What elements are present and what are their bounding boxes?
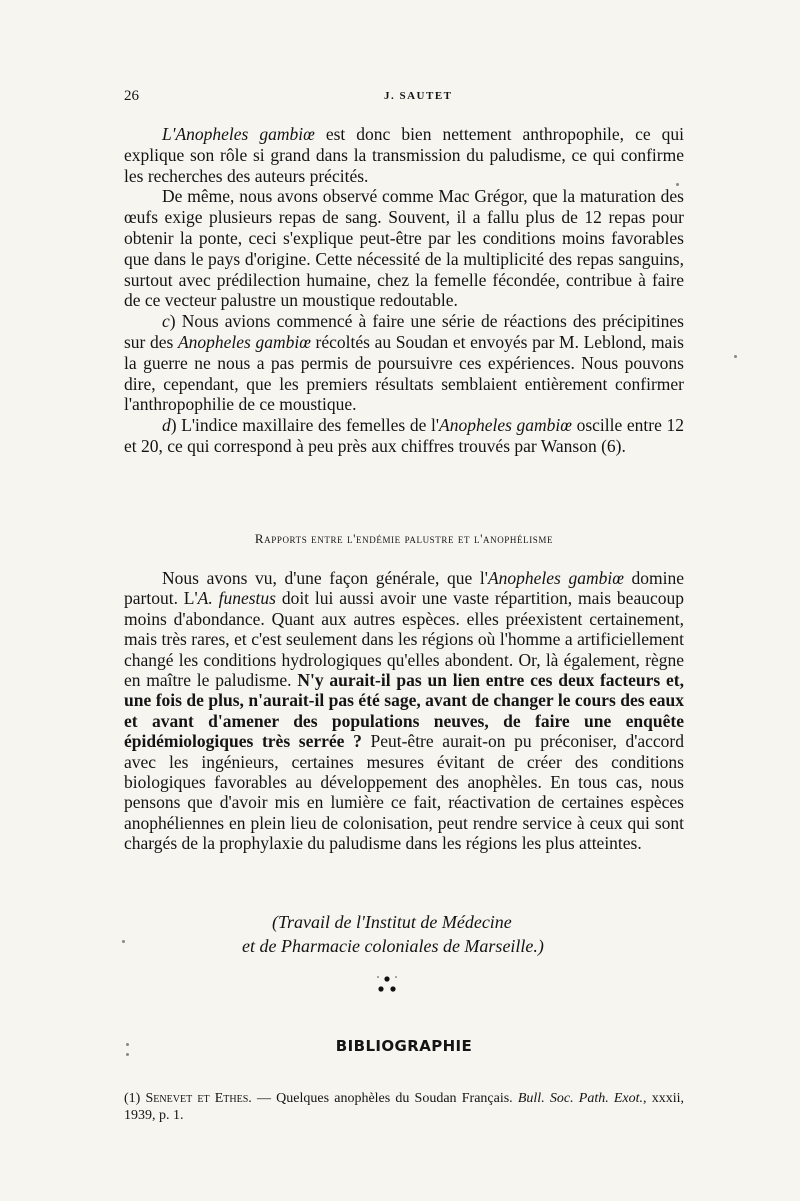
text-run: est donc bien nettement anthropophile, ce qui explique son rôle si grand dans la transmission du paludisme, ce qui confirme les recherches des auteurs précités. <box>124 124 684 186</box>
reference-journal: Bull. Soc. Path. Exot. <box>517 1091 644 1106</box>
text-run: Peut-être aurait-on pu préconiser, d'accord avec les ingénieurs, certaines mesures évitant de créer des conditions biologiques favorables au développement des anophèles. En tous cas, nous pensons que d'avoir mis en lumière ce fait, réactivation de certaines espèces anophéliennes en plein lieu de colonisation, peut rendre service à ceux qui sont chargés de la prophylaxie du paludisme dans les régions les plus atteintes. <box>124 731 685 854</box>
signature-line-2: et de Pharmacie coloniales de Marseille.) <box>242 936 544 956</box>
reference-number: (1) <box>124 1091 141 1106</box>
text-run: doit lui aussi avoir une vaste répartition, mais beaucoup moins d'abondance. Quant aux autres espèces. elles préexistent certainement, mais très rares, et c'est seulement dans les régions où l'homme a artificiellement changé les conditions hydrologiques qu'elles abondent. Or, là également, règne en maître le paludisme. <box>124 588 684 691</box>
page-number: 26 <box>124 88 139 104</box>
text-run: oscille entre 12 et 20, ce qui correspond à peu près aux chiffres trouvés par Wanson (6). <box>124 415 684 456</box>
print-speck <box>126 1043 129 1046</box>
text-run: ) L'indice maxillaire des femelles de l' <box>170 415 440 436</box>
italic-run: L'Anopheles gambiœ <box>162 124 315 144</box>
italic-run: Anopheles gambiœ <box>487 568 624 588</box>
print-speck <box>676 183 679 186</box>
reference-item <box>124 1090 684 1124</box>
text-run: ) Nous avions commencé à faire une série de réactions des précipitines sur des <box>124 311 684 352</box>
bold-run: N'y aurait-il pas un lien entre ces deux facteurs et, une fois de plus, n'aurait-il pas été sage, avant de changer le cours des eaux et avant d'amener des populations neuves, de faire une enquête épidémiologiques très serrée ? <box>124 670 684 752</box>
text-run: récoltés au Soudan et envoyés par M. Leblond, mais la guerre ne nous a pas permis de poursuivre ces expériences. Nous pouvons dire, cependant, que les premiers résultats semblaient entièrement confirmer l'anthropophilie de ce moustique. <box>124 331 684 415</box>
print-speck <box>122 940 125 943</box>
body-text-bottom <box>124 568 684 854</box>
section-ornament-icon <box>372 974 402 998</box>
italic-run: c <box>162 311 170 332</box>
text-run: Nous avons vu, d'une façon générale, que l' <box>162 568 488 588</box>
paragraph <box>124 124 684 186</box>
print-speck <box>126 1053 129 1056</box>
reference-title: — Quelques anophèles du Soudan Français. <box>251 1091 518 1106</box>
paragraph <box>124 568 684 854</box>
paragraph <box>124 415 684 457</box>
bibliography-title: BIBLIOGRAPHIE <box>335 1037 473 1055</box>
reference-list <box>124 1090 684 1124</box>
reference-authors: Senevet et Ethes. <box>145 1091 252 1106</box>
body-text-top <box>124 124 684 457</box>
italic-run: A. funestus <box>197 588 276 609</box>
running-header <box>124 88 684 110</box>
running-author: J. SAUTET <box>384 90 453 102</box>
italic-run: Anopheles gambiœ <box>177 331 311 352</box>
text-run: domine partout. L' <box>124 568 684 609</box>
section-heading: Rapports entre l'endémie palustre et l'anophélisme <box>254 531 554 546</box>
signature-line-1: (Travail de l'Institut de Médecine <box>272 912 512 932</box>
text-run: De même, nous avons observé comme Mac Grégor, que la maturation des œufs exige plusieurs repas de sang. Souvent, il a fallu plus de 12 repas pour obtenir la ponte, ceci s'explique peut-être par les conditions moins favorables que dans le pays d'origine. Cette nécessité de la multiplicité des repas sanguins, surtout avec prédilection humaine, chez la femelle fécondée, contribue à faire de ce vecteur palustre un moustique redoutable. <box>124 186 684 311</box>
paragraph <box>124 311 684 415</box>
italic-run: d <box>162 415 171 436</box>
print-speck <box>734 355 737 358</box>
italic-run: Anopheles gambiœ <box>439 415 572 436</box>
institution-signature <box>124 910 684 958</box>
paragraph <box>124 186 684 311</box>
reference-details: , xxxii, 1939, p. 1. <box>124 1091 685 1123</box>
